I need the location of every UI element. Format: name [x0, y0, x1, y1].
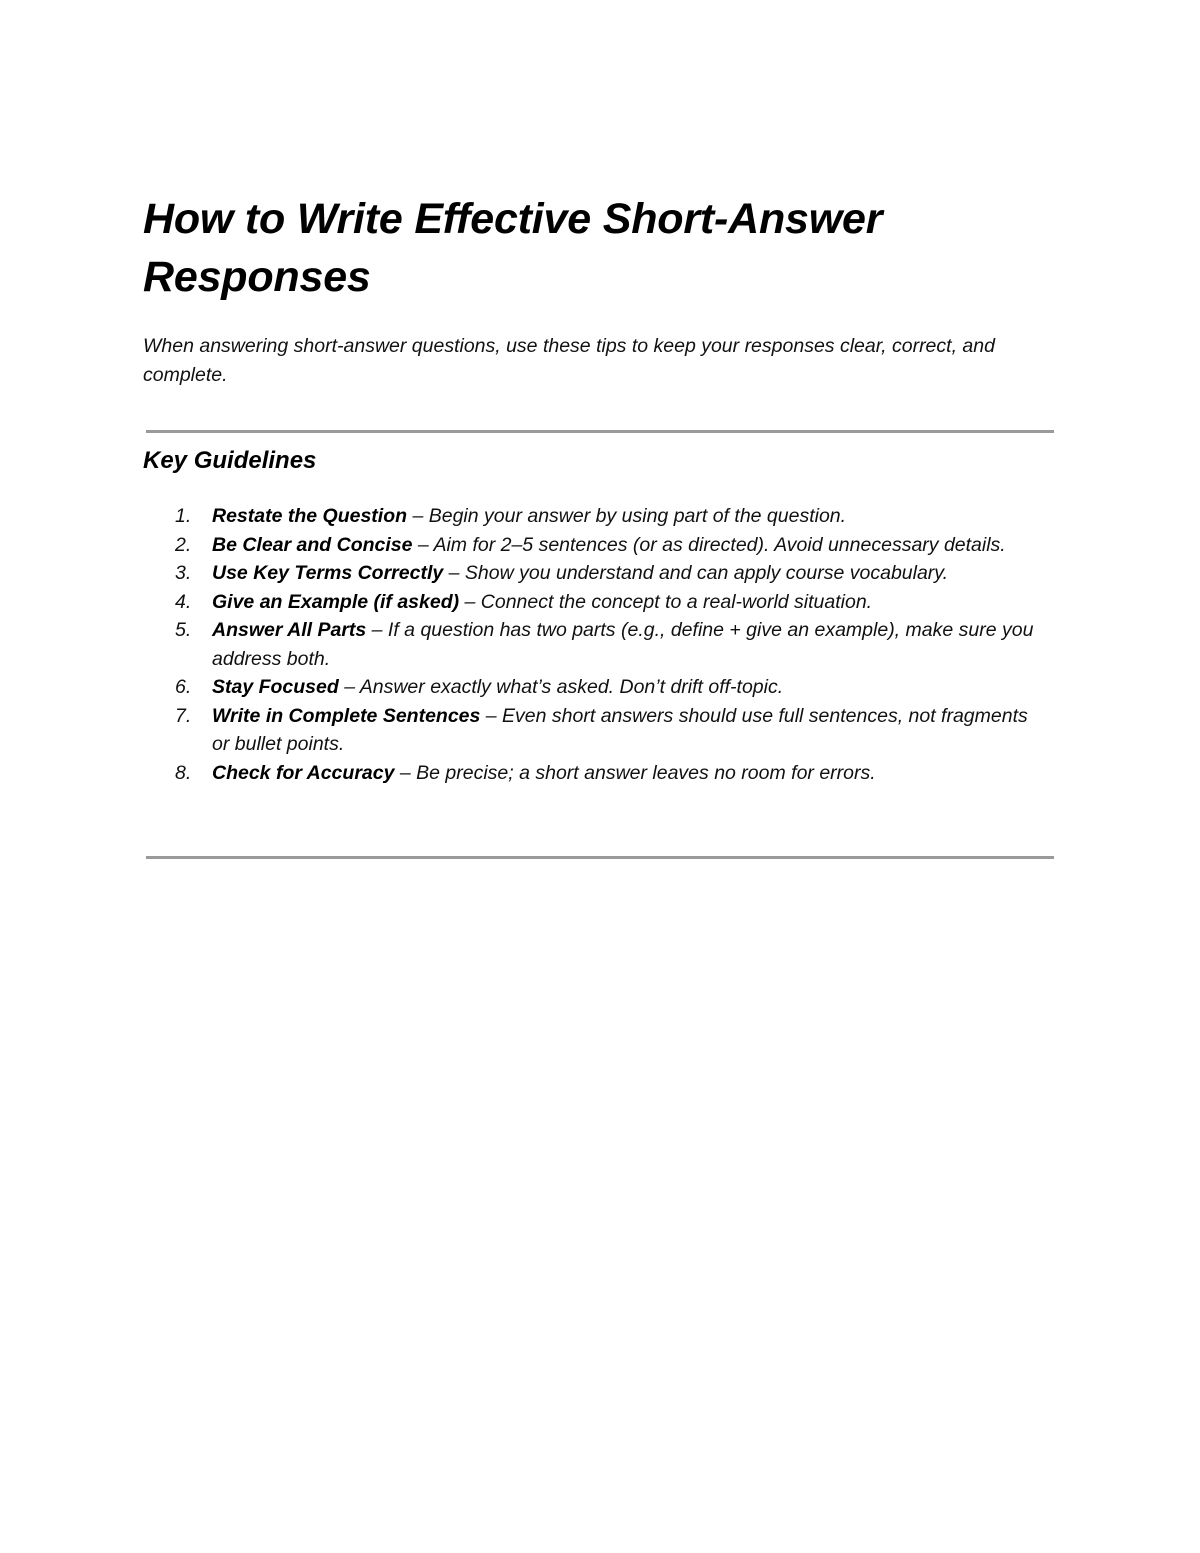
list-item-text: – Be precise; a short answer leaves no room for errors.	[394, 761, 876, 784]
guidelines-list	[143, 502, 1043, 787]
list-item-term: Write in Complete Sentences	[212, 704, 481, 727]
list-item	[143, 588, 1043, 617]
list-item-number: 2.	[175, 533, 192, 556]
list-item-number: 7.	[175, 704, 192, 727]
list-item-text: – Connect the concept to a real-world situation.	[459, 590, 873, 613]
list-item	[143, 502, 1043, 531]
list-item-text: – If a question has two parts (e.g., define + give an example), make sure you address both.	[212, 619, 1034, 670]
list-item-text: – Show you understand and can apply course vocabulary.	[443, 562, 949, 584]
list-item-number: 3.	[175, 562, 192, 584]
intro-paragraph: When answering short-answer questions, use these tips to keep your responses clear, correct, and complete.	[143, 335, 995, 386]
list-item-term: Stay Focused	[212, 676, 339, 698]
bottom-divider	[146, 856, 1054, 859]
top-divider	[146, 430, 1054, 433]
list-item	[143, 531, 1043, 560]
list-item-term: Use Key Terms Correctly	[212, 562, 444, 584]
list-item-number: 4.	[175, 590, 192, 613]
list-item-term: Give an Example (if asked)	[212, 590, 460, 613]
section-heading: Key Guidelines	[143, 447, 317, 474]
list-item	[143, 759, 1043, 788]
list-item-number: 1.	[175, 505, 192, 527]
list-item-number: 6.	[175, 676, 192, 698]
list-item	[143, 673, 1043, 702]
list-item-number: 5.	[175, 619, 192, 641]
list-item-term: Answer All Parts	[212, 619, 367, 641]
list-item-text: – Aim for 2–5 sentences (or as directed). Avoid unnecessary details.	[412, 533, 1006, 556]
list-item-text: – Begin your answer by using part of the question.	[407, 505, 847, 527]
page-title: How to Write Effective Short-Answer Responses	[143, 195, 883, 301]
list-item	[143, 616, 1043, 673]
list-item-term: Check for Accuracy	[212, 761, 395, 784]
list-item-term: Restate the Question	[212, 505, 408, 527]
list-item	[143, 702, 1043, 759]
list-item-text: – Even short answers should use full sentences, not fragments or bullet points.	[212, 704, 1028, 755]
list-item-number: 8.	[175, 761, 192, 784]
list-item-text: – Answer exactly what’s asked. Don’t drift off-topic.	[338, 676, 784, 698]
list-item	[143, 559, 1043, 588]
list-item-term: Be Clear and Concise	[212, 533, 413, 556]
